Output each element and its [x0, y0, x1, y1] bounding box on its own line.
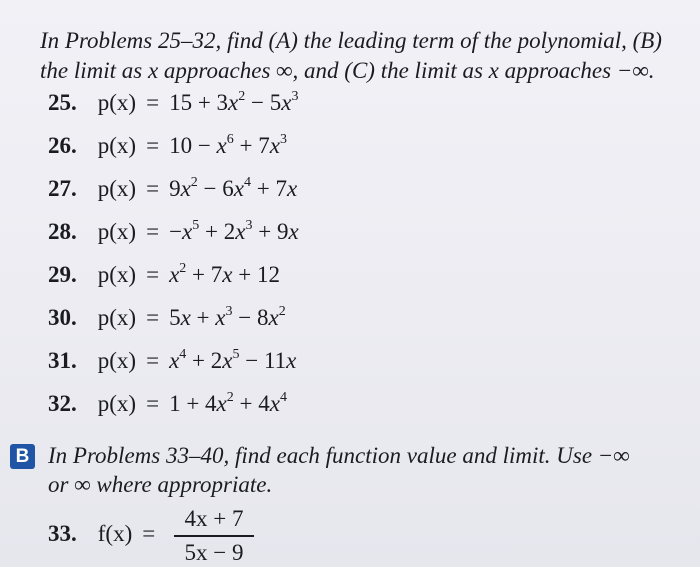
fraction-denominator: 5x − 9	[184, 540, 244, 565]
instructions-line-1: In Problems 25–32, find (A) the leading term of the polynomial, (B)	[40, 28, 662, 53]
problem-number: 25.	[48, 90, 77, 115]
polynomial-expression: $1 + 4x^2 + 4x^4$	[169, 390, 287, 416]
section-b-badge: B	[10, 444, 35, 469]
fraction-bar	[174, 535, 254, 537]
problem-30: 30. $p(x) = 5x + x^3 - 8x^2$	[48, 300, 286, 336]
polynomial-expression: $x^4 + 2x^5 - 11x$	[169, 347, 297, 373]
problem-25: 25. $p(x) = 15 + 3x^2 - 5x^3$	[48, 85, 298, 121]
polynomial-expression: $5x + x^3 - 8x^2$	[169, 304, 286, 330]
function-lhs: p(x)	[97, 90, 137, 115]
fraction-numerator: 4x + 7	[184, 506, 244, 531]
function-lhs: p(x)	[97, 262, 137, 287]
problem-number: 32.	[48, 391, 77, 416]
function-lhs: p(x)	[97, 348, 137, 373]
problem-number: 30.	[48, 305, 77, 330]
problem-number: 33.	[48, 521, 77, 546]
problem-28: 28. $p(x) = -x^5 + 2x^3 + 9x$	[48, 214, 299, 250]
problem-number: 26.	[48, 133, 77, 158]
textbook-page: In Problems 25–32, find (A) the leading term of the polynomial, (B) the limit as x approaches ∞, and (C) the limit as x approaches −∞. 25. $p(x) = 15 + 3x^2 - 5x^3$ 26. $p(x) = 10 - x^6 + 7x^3$ 27. $p(x) = 9x^2 - 6x^4 + 7x$ 28. $p(x) = -x^5 + 2x^3 + 9x$ 29. $p(x) = x^2 + 7x + 12$ 30. $p(x) = 5x + x^3 - 8x^2$ 31. $p(x) = x^4 + 2x^5 - 11x$ 32. $p(x) = 1 + 4x^2 + 4x^4$ B In Problems 33–40, find each function value and limit. Use −∞ or ∞ where appropriate. 33. f(x) = 4x + 7 5x − 9	[0, 0, 700, 567]
section-b-line-1: In Problems 33–40, find each function value and limit. Use −∞	[48, 443, 630, 468]
problem-27: 27. $p(x) = 9x^2 - 6x^4 + 7x$	[48, 171, 297, 207]
polynomial-expression: $15 + 3x^2 - 5x^3$	[169, 89, 299, 115]
section-b-line-2: or ∞ where appropriate.	[48, 472, 273, 497]
polynomial-expression: $9x^2 - 6x^4 + 7x$	[169, 175, 298, 201]
problem-number: 28.	[48, 219, 77, 244]
problem-32: 32. $p(x) = 1 + 4x^2 + 4x^4$	[48, 386, 287, 422]
problem-number: 27.	[48, 176, 77, 201]
rational-fraction	[174, 505, 254, 567]
instructions-line-2: the limit as x approaches ∞, and (C) the limit as x approaches −∞.	[40, 58, 655, 83]
problem-31: 31. $p(x) = x^4 + 2x^5 - 11x$	[48, 343, 296, 379]
polynomial-expression: $-x^5 + 2x^3 + 9x$	[169, 218, 299, 244]
function-lhs: p(x)	[97, 133, 137, 158]
polynomial-expression: $x^2 + 7x + 12$	[169, 261, 280, 287]
instructions-33-40	[48, 441, 678, 499]
function-lhs: p(x)	[97, 219, 137, 244]
function-lhs: p(x)	[97, 176, 137, 201]
polynomial-expression: $10 - x^6 + 7x^3$	[169, 132, 287, 158]
instructions-25-32	[40, 26, 690, 86]
function-lhs: p(x)	[97, 305, 137, 330]
problem-26: 26. $p(x) = 10 - x^6 + 7x^3$	[48, 128, 287, 164]
function-lhs: f(x)	[97, 521, 133, 546]
problem-number: 29.	[48, 262, 77, 287]
problem-29: 29. $p(x) = x^2 + 7x + 12$	[48, 257, 280, 293]
function-lhs: p(x)	[97, 391, 137, 416]
problem-number: 31.	[48, 348, 77, 373]
